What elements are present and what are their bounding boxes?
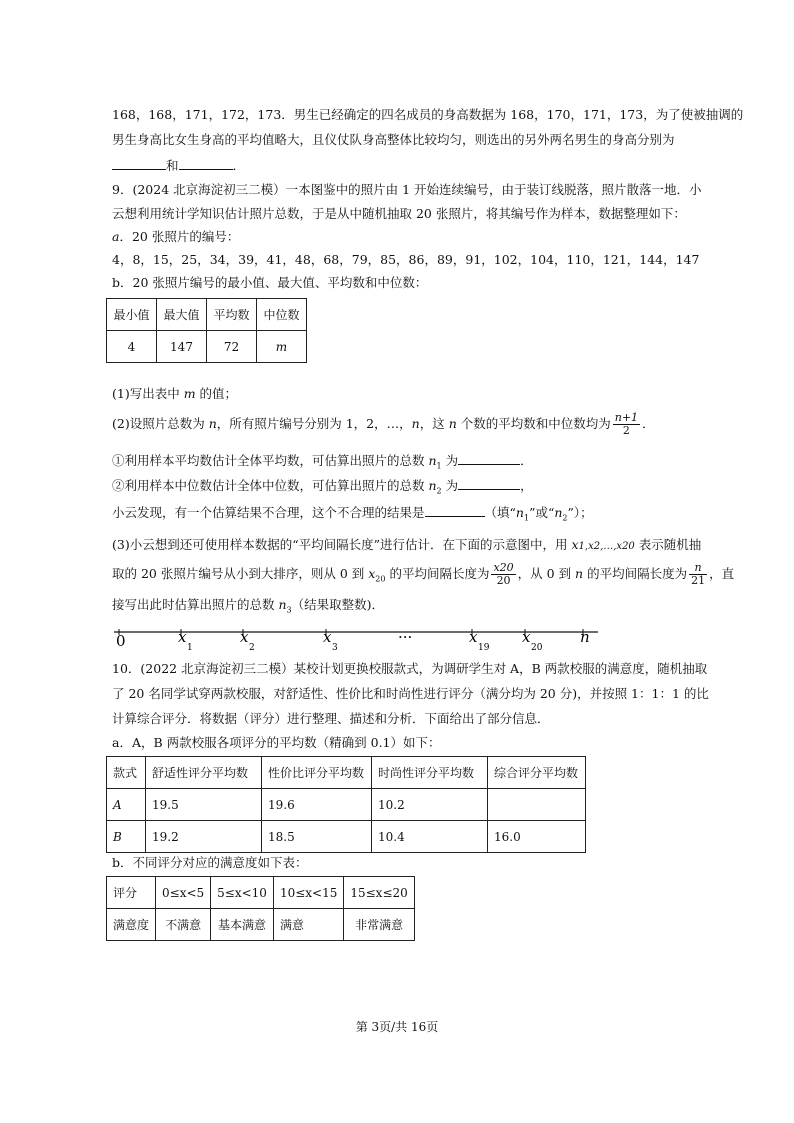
axis-label-subscript: 2 xyxy=(249,643,255,653)
text: ”）； xyxy=(567,505,593,520)
text: (2)设照片总数为 xyxy=(112,416,209,431)
text: （填“ xyxy=(484,505,516,520)
q9-c3 xyxy=(112,503,593,528)
text: ，直 xyxy=(709,566,735,581)
table-cell: 满意度 xyxy=(107,909,156,941)
q10-line-3: 计算综合评分．将数据（评分）进行整理、描述和分析．下面给出了部分信息． xyxy=(112,711,550,726)
answer-blank xyxy=(112,156,166,170)
text: 的平均间隔长度为 xyxy=(385,566,490,581)
q9-c2 xyxy=(112,476,533,501)
label-a: a xyxy=(112,229,120,244)
axis-label-subscript: 20 xyxy=(531,643,543,653)
table-header: 最小值 xyxy=(107,299,157,331)
text: 为 xyxy=(441,478,459,493)
table-cell: 10.4 xyxy=(372,821,488,853)
table-cell: 5≤x<10 xyxy=(211,877,274,909)
axis-label: x xyxy=(323,628,332,646)
q9-line-1: 9．(2024 北京海淀初三二模）一本图鉴中的照片由 1 开始连续编号，由于装订线脱落，照片散落一地．小 xyxy=(112,182,702,197)
subscript: 3 xyxy=(286,605,292,615)
text: （结果取整数)． xyxy=(291,597,385,612)
table-header: 评分 xyxy=(107,877,156,909)
q9-a-label xyxy=(112,228,239,246)
subscript: 2 xyxy=(562,513,568,523)
table-cell: 16.0 xyxy=(488,821,586,853)
table-cell xyxy=(488,789,586,821)
subscript: 1 xyxy=(523,513,530,523)
table-cell: 147 xyxy=(157,331,207,363)
q10-line-1: 10．(2022 北京海淀初三二模）某校计划更换校服款式，为调研学生对 A，B 两款校服的满意度，随机抽取 xyxy=(112,661,708,676)
answer-blank xyxy=(458,451,520,465)
q9-numbers: 4，8，15，25，34，39，41，48，68，79，85，86，89，91，102，104，110，121，144，147 xyxy=(112,252,700,267)
text: (1)写出表中 xyxy=(112,386,184,401)
subscript: 2 xyxy=(436,486,442,496)
q10-b-label: b．不同评分对应的满意度如下表： xyxy=(112,855,308,870)
var-n: n xyxy=(411,416,420,431)
number-line-diagram xyxy=(112,620,602,660)
text: ． xyxy=(520,453,533,468)
var-n: n xyxy=(428,453,437,468)
table-header: 时尚性评分平均数 xyxy=(372,757,488,789)
table-cell: 10≤x<15 xyxy=(273,877,343,909)
var-n: n xyxy=(428,478,437,493)
subscript: 1 xyxy=(436,461,442,471)
axis-label-subscript: 1 xyxy=(187,643,193,653)
q10-a-label: a．A，B 两款校服各项评分的平均数（精确到 0.1）如下： xyxy=(112,735,441,750)
table-cell: 0≤x<5 xyxy=(156,877,211,909)
subscript: 20 xyxy=(375,574,386,584)
q9-part2 xyxy=(112,412,655,437)
axis-label: n xyxy=(580,628,590,646)
text: ，从 0 到 xyxy=(517,566,576,581)
var-n: n xyxy=(278,597,287,612)
axis-label: ··· xyxy=(398,628,413,646)
var-n: n xyxy=(208,416,217,431)
table-cell: A xyxy=(107,789,146,821)
q10-score-table xyxy=(106,756,586,853)
table-header: 中位数 xyxy=(257,299,307,331)
q9-part3-line3 xyxy=(112,596,384,620)
axis-label: x xyxy=(240,628,249,646)
table-cell: m xyxy=(257,331,307,363)
text: ． xyxy=(642,416,655,431)
fraction xyxy=(689,562,707,587)
sequence: 1,x2,…,x20 xyxy=(578,541,635,552)
text: 小云发现，有一个估算结果不合理，这个不合理的结果是 xyxy=(112,505,425,520)
intro-line-2: 男生身高比女生身高的平均值略大，且仪仗队身高整体比较均匀，则选出的另外两名男生的身高分别为 xyxy=(112,132,675,147)
table-header: 性价比评分平均数 xyxy=(262,757,372,789)
period: ． xyxy=(232,158,246,173)
text: 为 xyxy=(441,453,459,468)
q10-line-2: 了 20 名同学试穿两款校服，对舒适性、性价比和时尚性进行评分（满分均为 20 分)，并按照 1：1：1 的比 xyxy=(112,686,709,701)
table-cell: 18.5 xyxy=(262,821,372,853)
denominator: 2 xyxy=(622,424,630,437)
q9-part3-line1 xyxy=(112,536,701,556)
text: 接写出此时估算出照片的总数 xyxy=(112,597,279,612)
answer-blank xyxy=(458,476,520,490)
text: ①利用样本平均数估计全体平均数，可估算出照片的总数 xyxy=(112,453,429,468)
table-cell: B xyxy=(107,821,146,853)
q9-part1 xyxy=(112,385,237,403)
table-cell: 10.2 xyxy=(372,789,488,821)
text: 的值； xyxy=(195,386,238,401)
table-header: 舒适性评分平均数 xyxy=(146,757,262,789)
q9-line-2: 云想利用统计学知识估计照片总数，于是从中随机抽取 20 张照片，将其编号作为样本，数据整理如下： xyxy=(112,206,686,221)
table-cell: 19.5 xyxy=(146,789,262,821)
text: 取的 20 张照片编号从小到大排序，则从 0 到 xyxy=(112,566,369,581)
numerator: n+1 xyxy=(614,411,639,424)
table-header: 平均数 xyxy=(207,299,257,331)
var-n: n xyxy=(575,566,584,581)
axis-label: x xyxy=(469,628,478,646)
var-x: x xyxy=(368,566,376,581)
var-m: m xyxy=(183,386,196,401)
text: ，所有照片编号分别为 1，2，…， xyxy=(216,416,412,431)
table-cell: 19.6 xyxy=(262,789,372,821)
q9-part3-line2 xyxy=(112,562,734,589)
numerator: n xyxy=(689,562,707,575)
q9-b-label: b．20 张照片编号的最小值、最大值、平均数和中位数： xyxy=(112,275,428,290)
var-n: n xyxy=(515,505,524,520)
intro-line-3 xyxy=(112,156,245,175)
axis-label: x xyxy=(178,628,187,646)
table-cell: 19.2 xyxy=(146,821,262,853)
and-text: 和 xyxy=(166,158,179,173)
label-a-text: ．20 张照片的编号： xyxy=(119,229,240,244)
fraction xyxy=(613,412,640,437)
fraction xyxy=(491,562,515,587)
text: 的平均间隔长度为 xyxy=(583,566,688,581)
table-cell: 15≤x≤20 xyxy=(344,877,414,909)
text: 个数的平均数和中位数均为 xyxy=(456,416,611,431)
denominator: 20 xyxy=(496,574,511,587)
text: ，这 xyxy=(419,416,449,431)
axis-label: 0 xyxy=(116,632,126,650)
answer-blank xyxy=(179,156,233,170)
table-header: 综合评分平均数 xyxy=(488,757,586,789)
answer-blank xyxy=(425,503,485,517)
table-cell: 不满意 xyxy=(156,909,211,941)
denominator: 21 xyxy=(691,574,706,587)
var-n: n xyxy=(554,505,563,520)
intro-line-1: 168，168，171，172，173．男生已经确定的四名成员的身高数据为 168，170，171，173，为了使被抽调的 xyxy=(112,107,744,122)
numerator: x20 xyxy=(493,561,514,574)
axis-label-subscript: 3 xyxy=(332,643,338,653)
table-header: 最大值 xyxy=(157,299,207,331)
axis-label: x xyxy=(522,628,531,646)
text: 表示随机抽 xyxy=(634,537,702,552)
text: ， xyxy=(520,478,533,493)
text: ”或“ xyxy=(529,505,555,520)
table-header: 款式 xyxy=(107,757,146,789)
q9-c1 xyxy=(112,451,533,476)
text: ②利用样本中位数估计全体中位数，可估算出照片的总数 xyxy=(112,478,429,493)
table-cell: 72 xyxy=(207,331,257,363)
q10-satisfaction-table xyxy=(106,876,415,941)
axis-label-subscript: 19 xyxy=(478,643,490,653)
var-x: x xyxy=(571,537,579,552)
page-footer: 第 3页/共 16页 xyxy=(355,1020,439,1034)
q9-stats-table xyxy=(106,298,307,363)
table-cell: 满意 xyxy=(273,909,343,941)
var-n: n xyxy=(448,416,457,431)
table-cell: 4 xyxy=(107,331,157,363)
table-cell: 非常满意 xyxy=(344,909,414,941)
table-cell: 基本满意 xyxy=(211,909,274,941)
text: (3)小云想到还可使用样本数据的“平均间隔长度”进行估计．在下面的示意图中，用 xyxy=(112,537,572,552)
